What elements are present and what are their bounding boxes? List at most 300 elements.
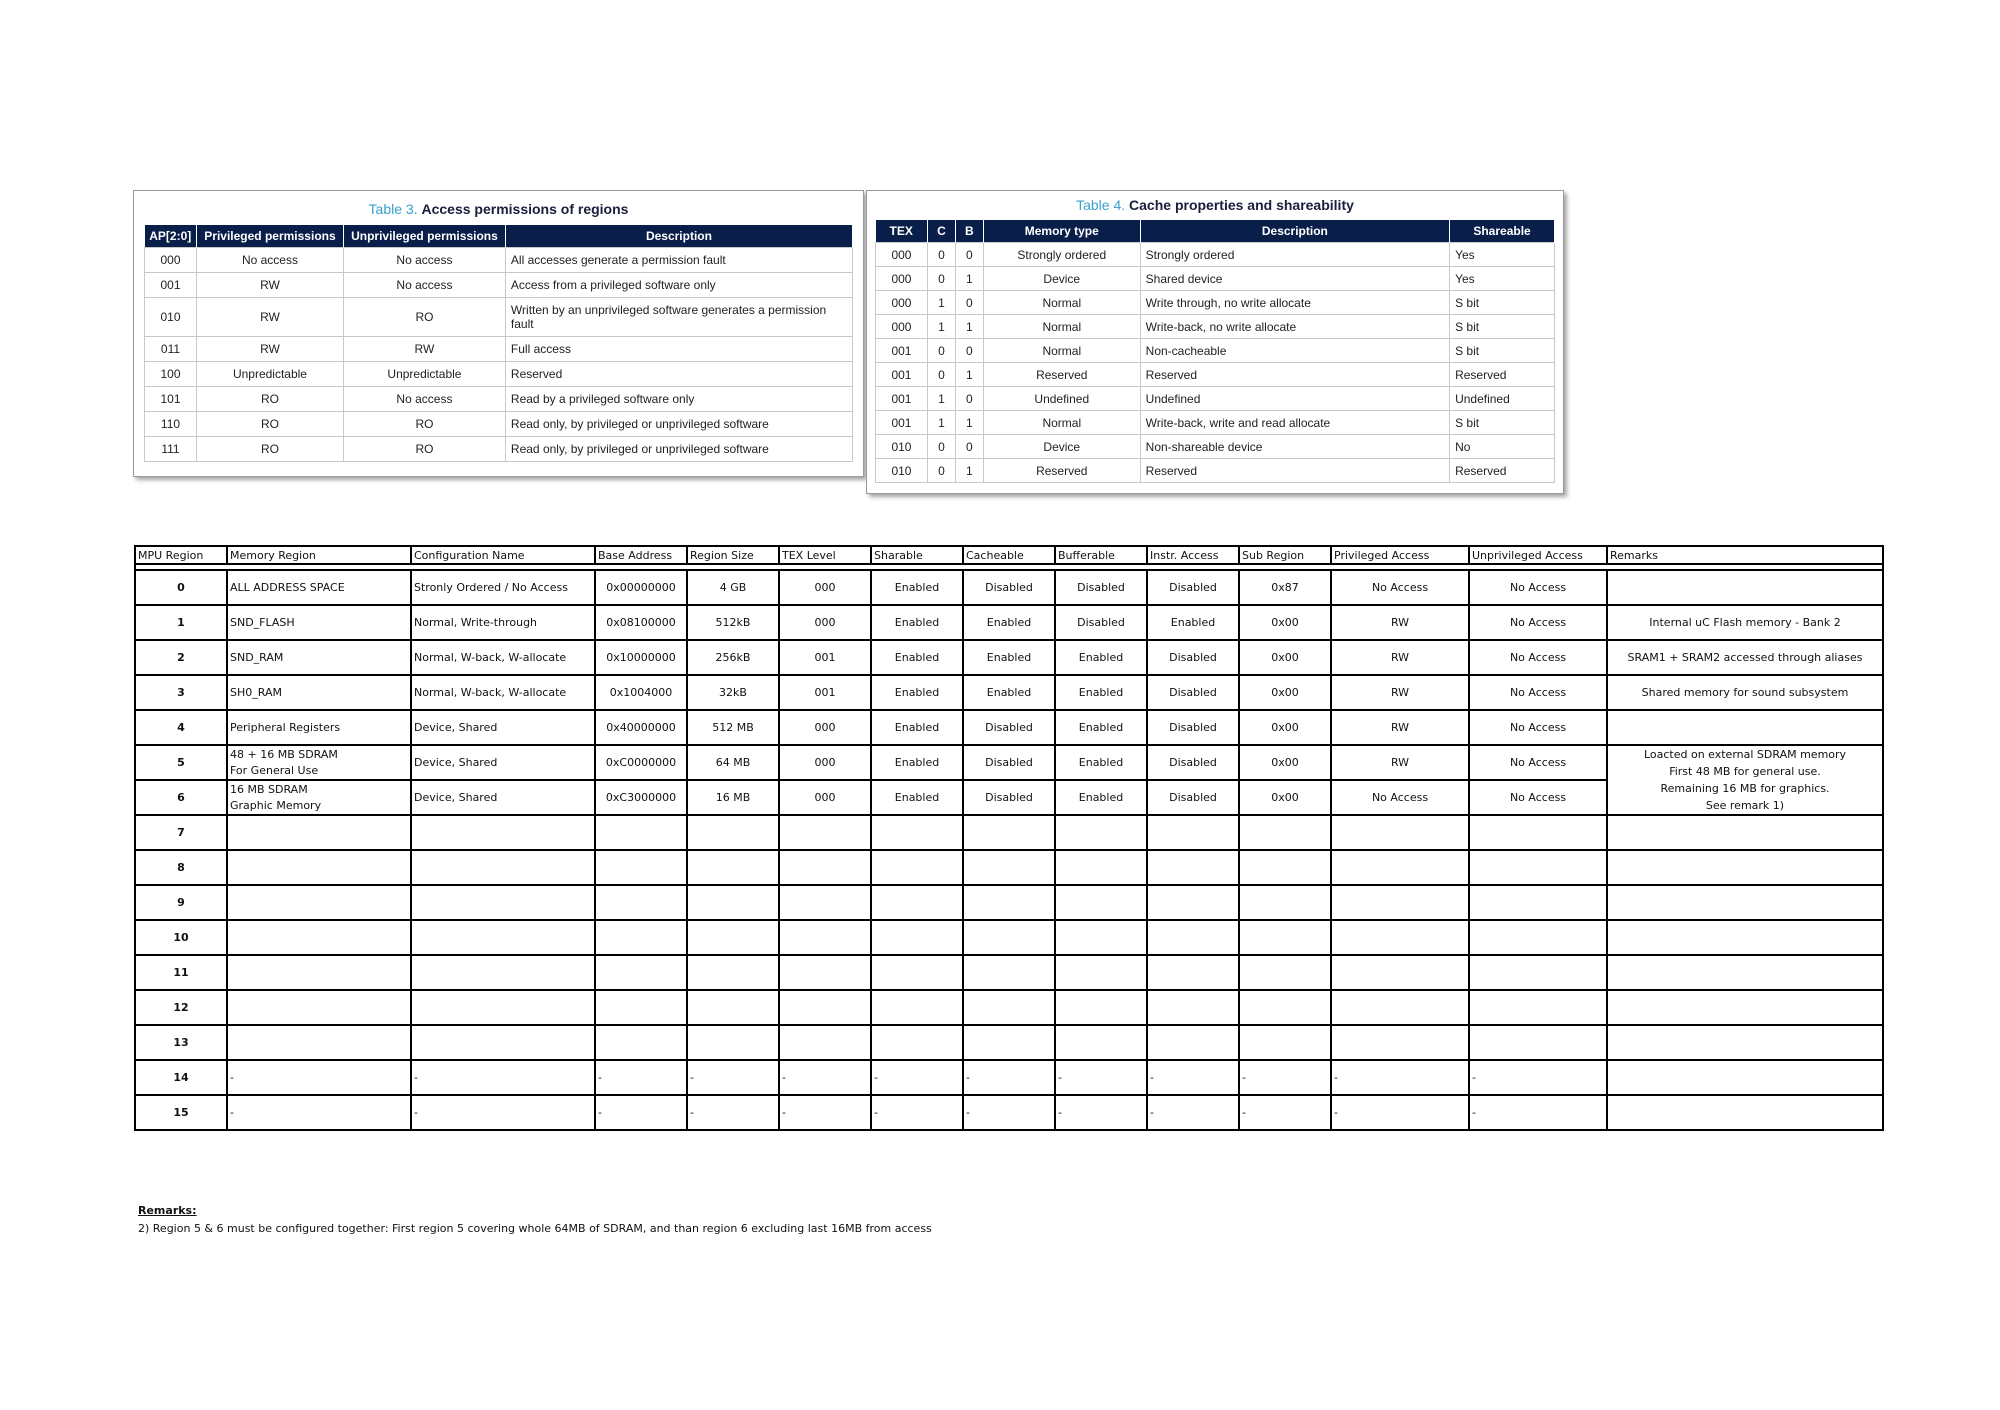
mpu-cell-region-number: 1 (135, 605, 227, 640)
mpu-cell (1055, 920, 1147, 955)
mpu-cell-region-number: 14 (135, 1060, 227, 1095)
mpu-cell: Stronly Ordered / No Access (411, 570, 595, 605)
mpu-cell (411, 885, 595, 920)
mpu-cell (963, 850, 1055, 885)
mpu-cell: - (411, 1060, 595, 1095)
table4-cell: 1 (955, 363, 983, 387)
table4-cell: S bit (1450, 411, 1555, 435)
table4-cell: Undefined (1450, 387, 1555, 411)
mpu-cell (1239, 990, 1331, 1025)
table3-cell: Read only, by privileged or unprivileged software (505, 437, 852, 462)
table4-cell: 0 (955, 291, 983, 315)
mpu-cell (963, 1025, 1055, 1060)
mpu-cell: 001 (779, 675, 871, 710)
mpu-cell: 0x00 (1239, 640, 1331, 675)
mpu-cell (1607, 1095, 1883, 1130)
mpu-cell (1607, 955, 1883, 990)
table4-cell: 1 (955, 267, 983, 291)
mpu-cell: Enabled (871, 710, 963, 745)
table3-header-cell: Privileged permissions (196, 225, 343, 248)
table4-row (876, 291, 1555, 315)
table3-cell: Unpredictable (196, 362, 343, 387)
mpu-row (135, 885, 1883, 920)
mpu-cell: Enabled (871, 780, 963, 815)
mpu-cell: RW (1331, 710, 1469, 745)
table3-row (145, 248, 853, 273)
mpu-cell: Enabled (871, 605, 963, 640)
mpu-cell (1607, 990, 1883, 1025)
mpu-cell: RW (1331, 745, 1469, 780)
mpu-header-cell: Cacheable (963, 546, 1055, 564)
memory-region-line: For General Use (230, 763, 319, 777)
table4-cell: 0 (955, 387, 983, 411)
table3-cell: 100 (145, 362, 197, 387)
mpu-cell: - (411, 1095, 595, 1130)
mpu-cell-memory-region (227, 745, 411, 780)
table4-cell: 0 (927, 243, 955, 267)
mpu-cell (1147, 1025, 1239, 1060)
table4-cell: Write-back, no write allocate (1140, 315, 1449, 339)
mpu-cell-region-number: 6 (135, 780, 227, 815)
mpu-cell (963, 885, 1055, 920)
table4-cell: Shared device (1140, 267, 1449, 291)
mpu-cell-remarks-merged (1607, 745, 1883, 815)
mpu-cell (1239, 1025, 1331, 1060)
mpu-cell: - (871, 1060, 963, 1095)
memory-region-line: 16 MB SDRAM (230, 782, 308, 796)
table4-cell: Normal (983, 291, 1140, 315)
mpu-cell: No Access (1469, 745, 1607, 780)
table4-cell: Write through, no write allocate (1140, 291, 1449, 315)
table4-row (876, 243, 1555, 267)
table4-cell: 0 (927, 459, 955, 483)
mpu-cell (1607, 920, 1883, 955)
mpu-row (135, 605, 1883, 640)
mpu-cell (1331, 990, 1469, 1025)
mpu-cell: Enabled (1055, 780, 1147, 815)
table4-cell: Normal (983, 315, 1140, 339)
mpu-cell (1469, 885, 1607, 920)
table3-cell: RO (196, 387, 343, 412)
mpu-row (135, 955, 1883, 990)
table4-cell: 1 (955, 459, 983, 483)
table4-header-cell: Shareable (1450, 220, 1555, 243)
mpu-header-cell: Region Size (687, 546, 779, 564)
mpu-cell-region-number: 5 (135, 745, 227, 780)
mpu-cell: 0x00 (1239, 780, 1331, 815)
mpu-header-cell: Instr. Access (1147, 546, 1239, 564)
mpu-cell (1055, 815, 1147, 850)
mpu-cell: - (687, 1095, 779, 1130)
mpu-cell (687, 990, 779, 1025)
table3-cell: Read by a privileged software only (505, 387, 852, 412)
table3-cell: Read only, by privileged or unprivileged software (505, 412, 852, 437)
table4-cell: 001 (876, 363, 928, 387)
mpu-cell (1055, 1025, 1147, 1060)
mpu-cell: Enabled (1055, 640, 1147, 675)
table3-access-permissions (144, 225, 853, 462)
table4-cell: Reserved (1140, 363, 1449, 387)
table4-cell: 0 (927, 339, 955, 363)
table4-cell: 001 (876, 387, 928, 411)
mpu-cell (1147, 920, 1239, 955)
table3-row (145, 387, 853, 412)
table4-cell: Reserved (1450, 459, 1555, 483)
mpu-cell: Normal, W-back, W-allocate (411, 675, 595, 710)
mpu-header-row (135, 546, 1883, 564)
mpu-cell: - (1469, 1095, 1607, 1130)
mpu-cell (871, 1025, 963, 1060)
mpu-cell (595, 990, 687, 1025)
table3-row (145, 437, 853, 462)
mpu-cell: Internal uC Flash memory - Bank 2 (1607, 605, 1883, 640)
mpu-header-cell: Bufferable (1055, 546, 1147, 564)
mpu-row (135, 920, 1883, 955)
mpu-cell: Enabled (963, 675, 1055, 710)
table4-cell: 010 (876, 435, 928, 459)
mpu-cell: Enabled (1055, 710, 1147, 745)
mpu-cell (1147, 850, 1239, 885)
mpu-row (135, 1095, 1883, 1130)
table4-cell: Non-shareable device (1140, 435, 1449, 459)
mpu-cell (871, 885, 963, 920)
table4-cell: Normal (983, 339, 1140, 363)
mpu-cell (1607, 1060, 1883, 1095)
mpu-cell: - (1147, 1095, 1239, 1130)
mpu-row (135, 640, 1883, 675)
mpu-header-cell: Privileged Access (1331, 546, 1469, 564)
table4-cell: Device (983, 267, 1140, 291)
mpu-cell (1469, 955, 1607, 990)
mpu-cell (871, 850, 963, 885)
table4-cell: S bit (1450, 339, 1555, 363)
mpu-cell: - (1055, 1095, 1147, 1130)
mpu-cell (1239, 885, 1331, 920)
table4-cell: Reserved (1450, 363, 1555, 387)
mpu-cell (687, 815, 779, 850)
mpu-cell (871, 955, 963, 990)
table4-cell: 1 (927, 387, 955, 411)
mpu-cell (595, 1025, 687, 1060)
table4-cell: Reserved (1140, 459, 1449, 483)
merged-remark-line: First 48 MB for general use. (1669, 765, 1821, 778)
table4-cell: 010 (876, 459, 928, 483)
mpu-cell: 256kB (687, 640, 779, 675)
table3-cell: 010 (145, 298, 197, 337)
table4-cell: 0 (927, 435, 955, 459)
table3-cell: No access (343, 387, 505, 412)
mpu-cell (871, 920, 963, 955)
mpu-cell: 0x00000000 (595, 570, 687, 605)
table4-cell: 000 (876, 267, 928, 291)
mpu-cell (1147, 885, 1239, 920)
table4-cell: 000 (876, 291, 928, 315)
mpu-cell: 0x00 (1239, 675, 1331, 710)
mpu-cell (779, 850, 871, 885)
mpu-config-panel (134, 545, 1882, 1131)
mpu-cell: Disabled (963, 710, 1055, 745)
mpu-cell: - (1239, 1060, 1331, 1095)
mpu-cell-region-number: 3 (135, 675, 227, 710)
mpu-cell: 000 (779, 605, 871, 640)
mpu-cell: ALL ADDRESS SPACE (227, 570, 411, 605)
mpu-cell (779, 885, 871, 920)
mpu-cell: SND_FLASH (227, 605, 411, 640)
mpu-cell: - (1331, 1060, 1469, 1095)
mpu-row (135, 675, 1883, 710)
mpu-cell (1331, 920, 1469, 955)
mpu-cell-region-number: 13 (135, 1025, 227, 1060)
table3-cell: 001 (145, 273, 197, 298)
table4-cell: Non-cacheable (1140, 339, 1449, 363)
table4-header-cell: B (955, 220, 983, 243)
mpu-cell: 0x00 (1239, 745, 1331, 780)
mpu-cell-region-number: 11 (135, 955, 227, 990)
mpu-cell: Enabled (1055, 745, 1147, 780)
remarks-heading: Remarks: (138, 1204, 197, 1217)
mpu-cell (595, 815, 687, 850)
mpu-cell (227, 920, 411, 955)
mpu-header-cell: Base Address (595, 546, 687, 564)
mpu-row (135, 1025, 1883, 1060)
table4-cell: Strongly ordered (1140, 243, 1449, 267)
mpu-cell: - (687, 1060, 779, 1095)
mpu-cell: Device, Shared (411, 780, 595, 815)
table3-cell: Unpredictable (343, 362, 505, 387)
mpu-cell: Disabled (1055, 605, 1147, 640)
table3-cell: 110 (145, 412, 197, 437)
mpu-cell (411, 815, 595, 850)
mpu-config-table (134, 545, 1884, 1131)
mpu-cell (1147, 815, 1239, 850)
mpu-row (135, 850, 1883, 885)
mpu-cell (1469, 920, 1607, 955)
table3-cell: RW (343, 337, 505, 362)
mpu-cell (227, 1025, 411, 1060)
mpu-cell (227, 990, 411, 1025)
mpu-cell: RW (1331, 605, 1469, 640)
mpu-cell: RW (1331, 640, 1469, 675)
table4-cell: 0 (955, 243, 983, 267)
mpu-cell (1331, 815, 1469, 850)
mpu-cell: Disabled (963, 570, 1055, 605)
table3-cell: All accesses generate a permission fault (505, 248, 852, 273)
table3-cell: 000 (145, 248, 197, 273)
mpu-cell (595, 920, 687, 955)
mpu-cell: - (1469, 1060, 1607, 1095)
table3-row (145, 337, 853, 362)
table3-header-cell: AP[2:0] (145, 225, 197, 248)
mpu-cell: 0x00 (1239, 710, 1331, 745)
table3-title (134, 201, 863, 217)
table3-cell: 101 (145, 387, 197, 412)
mpu-cell: - (1239, 1095, 1331, 1130)
mpu-cell: 000 (779, 745, 871, 780)
table3-cell: Written by an unprivileged software generates a permission fault (505, 298, 852, 337)
mpu-cell: No Access (1469, 570, 1607, 605)
table4-title-text: Cache properties and shareability (1129, 197, 1354, 213)
table4-cell: 1 (927, 411, 955, 435)
mpu-cell (1469, 850, 1607, 885)
table3-title-number: Table 3. (368, 201, 418, 217)
mpu-cell (595, 955, 687, 990)
table3-row (145, 298, 853, 337)
mpu-header-cell: Memory Region (227, 546, 411, 564)
mpu-cell: Normal, Write-through (411, 605, 595, 640)
mpu-cell (687, 1025, 779, 1060)
mpu-cell (963, 990, 1055, 1025)
table4-title (867, 197, 1563, 213)
mpu-cell: 0x00 (1239, 605, 1331, 640)
table4-cell: S bit (1450, 315, 1555, 339)
table3-cell: No access (196, 248, 343, 273)
mpu-cell: Disabled (1147, 780, 1239, 815)
mpu-cell (227, 815, 411, 850)
mpu-cell (687, 885, 779, 920)
mpu-row (135, 1060, 1883, 1095)
table4-row (876, 435, 1555, 459)
mpu-cell-region-number: 4 (135, 710, 227, 745)
remarks-text: 2) Region 5 & 6 must be configured together: First region 5 covering whole 64MB of SDRAM, and than region 6 excluding last 16MB from access (138, 1222, 932, 1235)
mpu-cell (411, 990, 595, 1025)
mpu-row (135, 815, 1883, 850)
mpu-cell: Peripheral Registers (227, 710, 411, 745)
mpu-cell: Shared memory for sound subsystem (1607, 675, 1883, 710)
mpu-cell (227, 885, 411, 920)
table4-cell: Reserved (983, 363, 1140, 387)
mpu-cell: 16 MB (687, 780, 779, 815)
mpu-cell: Disabled (1055, 570, 1147, 605)
mpu-cell (963, 920, 1055, 955)
mpu-cell (779, 990, 871, 1025)
mpu-cell (1469, 815, 1607, 850)
table3-cell: RW (196, 298, 343, 337)
table4-row (876, 459, 1555, 483)
mpu-cell: No Access (1469, 605, 1607, 640)
mpu-cell: SH0_RAM (227, 675, 411, 710)
mpu-cell: 000 (779, 780, 871, 815)
mpu-cell: SRAM1 + SRAM2 accessed through aliases (1607, 640, 1883, 675)
table3-header-row (145, 225, 853, 248)
mpu-cell: 0xC3000000 (595, 780, 687, 815)
mpu-cell: Enabled (1147, 605, 1239, 640)
mpu-cell (687, 955, 779, 990)
mpu-cell: - (779, 1095, 871, 1130)
table3-cell: 011 (145, 337, 197, 362)
table3-header-cell: Description (505, 225, 852, 248)
table4-header-cell: Memory type (983, 220, 1140, 243)
mpu-cell-memory-region (227, 780, 411, 815)
mpu-cell: - (871, 1095, 963, 1130)
mpu-cell (1055, 850, 1147, 885)
mpu-cell: Disabled (1147, 570, 1239, 605)
mpu-cell: No Access (1469, 640, 1607, 675)
table4-cell: 000 (876, 243, 928, 267)
mpu-cell (1469, 1025, 1607, 1060)
mpu-cell: Enabled (871, 570, 963, 605)
mpu-cell (779, 1025, 871, 1060)
mpu-cell (1055, 885, 1147, 920)
mpu-row (135, 710, 1883, 745)
table4-cell: Undefined (1140, 387, 1449, 411)
table4-cell: 001 (876, 339, 928, 363)
table4-cell: 001 (876, 411, 928, 435)
mpu-cell: 0xC0000000 (595, 745, 687, 780)
table3-cell: Full access (505, 337, 852, 362)
table4-header-cell: TEX (876, 220, 928, 243)
mpu-cell (1607, 885, 1883, 920)
mpu-cell (687, 920, 779, 955)
table4-cell: Device (983, 435, 1140, 459)
mpu-cell: No Access (1469, 780, 1607, 815)
table4-cell: 0 (927, 363, 955, 387)
mpu-cell: Enabled (871, 745, 963, 780)
mpu-cell: - (779, 1060, 871, 1095)
mpu-cell: No Access (1331, 570, 1469, 605)
memory-region-line: Graphic Memory (230, 798, 322, 812)
mpu-cell-region-number: 9 (135, 885, 227, 920)
table4-cell: Strongly ordered (983, 243, 1140, 267)
mpu-cell: Normal, W-back, W-allocate (411, 640, 595, 675)
mpu-cell (1469, 990, 1607, 1025)
mpu-cell-region-number: 7 (135, 815, 227, 850)
table4-header-cell: Description (1140, 220, 1449, 243)
mpu-cell (411, 920, 595, 955)
table4-row (876, 339, 1555, 363)
mpu-cell (687, 850, 779, 885)
table4-cell: Normal (983, 411, 1140, 435)
table4-row (876, 411, 1555, 435)
table3-row (145, 412, 853, 437)
mpu-cell: 4 GB (687, 570, 779, 605)
mpu-cell (1055, 955, 1147, 990)
mpu-cell: Enabled (963, 640, 1055, 675)
mpu-cell: 0x40000000 (595, 710, 687, 745)
mpu-cell (1607, 710, 1883, 745)
mpu-header-cell: Sub Region (1239, 546, 1331, 564)
mpu-cell (1239, 920, 1331, 955)
mpu-header-cell: TEX Level (779, 546, 871, 564)
mpu-cell: 000 (779, 710, 871, 745)
table4-cell: 000 (876, 315, 928, 339)
table3-header-cell: Unprivileged permissions (343, 225, 505, 248)
mpu-cell (1239, 955, 1331, 990)
mpu-cell: 512kB (687, 605, 779, 640)
table4-cell: S bit (1450, 291, 1555, 315)
table4-cell: 1 (955, 411, 983, 435)
table4-panel (866, 190, 1564, 494)
mpu-cell (595, 850, 687, 885)
mpu-cell-region-number: 15 (135, 1095, 227, 1130)
mpu-header-cell: Remarks (1607, 546, 1883, 564)
merged-remark-line: Remaining 16 MB for graphics. (1660, 782, 1830, 795)
table4-cell: 0 (955, 435, 983, 459)
mpu-cell (595, 885, 687, 920)
table3-cell: RO (343, 298, 505, 337)
table4-cell: Undefined (983, 387, 1140, 411)
mpu-cell: Disabled (963, 780, 1055, 815)
table3-cell: Reserved (505, 362, 852, 387)
mpu-cell: Disabled (1147, 640, 1239, 675)
mpu-row (135, 745, 1883, 780)
mpu-cell: Disabled (1147, 675, 1239, 710)
merged-remark-line: Loacted on external SDRAM memory (1643, 748, 1847, 761)
mpu-cell-region-number: 0 (135, 570, 227, 605)
mpu-row (135, 570, 1883, 605)
table3-row (145, 362, 853, 387)
mpu-cell: Enabled (871, 675, 963, 710)
mpu-cell (871, 815, 963, 850)
